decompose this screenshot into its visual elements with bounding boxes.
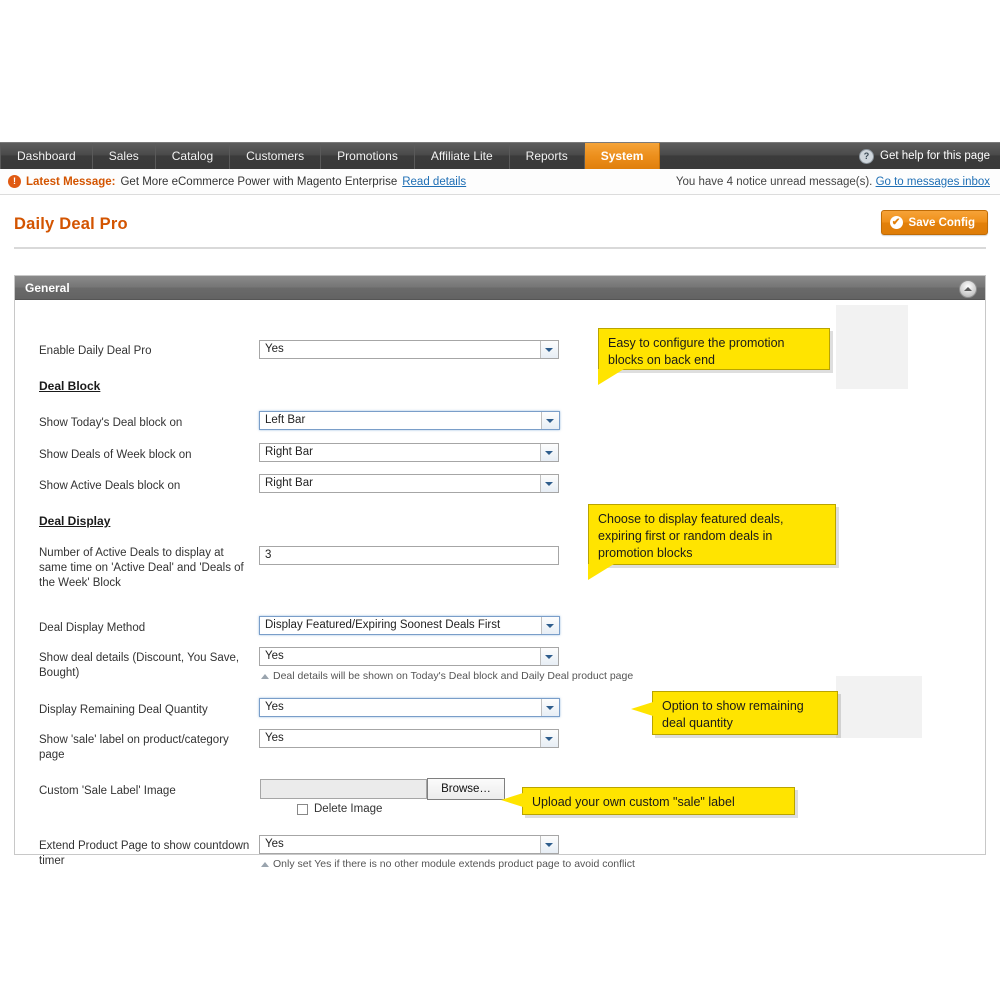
delete-image-label: Delete Image: [314, 803, 383, 815]
active-deals-block-label: Show Active Deals block on: [39, 480, 181, 492]
delete-image-checkbox-row[interactable]: [297, 803, 382, 815]
alert-icon: !: [8, 175, 21, 188]
custom-sale-image-label: Custom 'Sale Label' Image: [39, 785, 176, 797]
custom-sale-image-file-field[interactable]: [260, 779, 427, 799]
active-deals-block-select[interactable]: [259, 474, 559, 493]
enable-daily-deal-pro-select[interactable]: [259, 340, 559, 359]
chevron-down-icon: [540, 648, 558, 665]
sale-label-value: Yes: [265, 732, 284, 744]
todays-deal-block-select[interactable]: [259, 411, 560, 430]
remaining-quantity-select[interactable]: [259, 698, 560, 717]
nav-item-sales[interactable]: Sales: [93, 143, 156, 169]
callout-tail: [598, 369, 624, 385]
chevron-down-icon: [540, 730, 558, 747]
nav-item-dashboard[interactable]: Dashboard: [0, 143, 93, 169]
number-active-deals-value: 3: [265, 549, 272, 561]
chevron-down-icon: [541, 412, 559, 429]
callout-display-method-text: Choose to display featured deals, expiring first or random deals in promotion blocks: [598, 512, 784, 560]
help-link[interactable]: [859, 143, 1000, 169]
help-link-label: Get help for this page: [880, 150, 990, 162]
show-deal-details-value: Yes: [265, 650, 284, 662]
latest-message-label: Latest Message:: [26, 175, 116, 188]
todays-deal-block-label: Show Today's Deal block on: [39, 417, 183, 429]
callout-remaining-quantity-text: Option to show remaining deal quantity: [662, 699, 804, 730]
show-deal-details-label: Show deal details (Discount, You Save, Bought): [39, 652, 240, 679]
show-deal-details-select[interactable]: [259, 647, 559, 666]
panel-header[interactable]: [15, 276, 985, 300]
callout-tail: [588, 564, 614, 580]
nav-item-affiliate-lite[interactable]: Affiliate Lite: [415, 143, 510, 169]
remaining-quantity-label: Display Remaining Deal Quantity: [39, 704, 208, 716]
nav-item-catalog[interactable]: Catalog: [156, 143, 230, 169]
triangle-icon: [261, 862, 269, 867]
delete-image-checkbox[interactable]: [297, 804, 308, 815]
deals-of-week-block-value: Right Bar: [265, 446, 313, 458]
chevron-up-icon[interactable]: [959, 280, 977, 298]
deals-of-week-block-select[interactable]: [259, 443, 559, 462]
highlight-region-1: [836, 305, 908, 389]
callout-configure-blocks-text: Easy to configure the promotion blocks on back end: [608, 336, 785, 367]
callout-upload-sale-label-text: Upload your own custom "sale" label: [532, 795, 735, 809]
callout-tail: [631, 702, 653, 716]
deal-display-method-value: Display Featured/Expiring Soonest Deals First: [265, 619, 501, 631]
deal-block-heading: Deal Block: [39, 379, 101, 393]
nav-item-promotions[interactable]: Promotions: [321, 143, 415, 169]
latest-message: [0, 175, 466, 188]
read-details-link[interactable]: Read details: [402, 175, 467, 188]
callout-remaining-quantity: [652, 691, 838, 735]
browse-button[interactable]: Browse…: [427, 778, 505, 800]
callout-upload-sale-label: [522, 787, 795, 815]
callout-configure-blocks: [598, 328, 830, 370]
panel-title: General: [25, 281, 70, 295]
latest-message-text: Get More eCommerce Power with Magento Enterprise: [120, 175, 398, 188]
chevron-down-icon: [541, 617, 559, 634]
remaining-quantity-value: Yes: [265, 701, 284, 713]
page-title: Daily Deal Pro: [14, 215, 128, 233]
messages-inbox-link[interactable]: Go to messages inbox: [875, 175, 990, 188]
page-header: [0, 215, 1000, 257]
nav-item-customers[interactable]: Customers: [230, 143, 321, 169]
chevron-down-icon: [540, 475, 558, 492]
chevron-down-icon: [541, 699, 559, 716]
extend-product-page-label: Extend Product Page to show countdown timer: [39, 840, 250, 867]
number-active-deals-input[interactable]: [259, 546, 559, 565]
main-navigation: [0, 142, 1000, 169]
deal-display-method-label: Deal Display Method: [39, 622, 146, 634]
active-deals-block-value: Right Bar: [265, 477, 313, 489]
save-config-label: Save Config: [908, 216, 975, 229]
check-circle-icon: ✔: [890, 216, 903, 229]
unread-count-text: You have 4 notice unread message(s).: [675, 175, 873, 188]
sale-label-select[interactable]: [259, 729, 559, 748]
message-bar: [0, 169, 1000, 195]
nav-item-system[interactable]: System: [585, 143, 661, 169]
chevron-down-icon: [540, 836, 558, 853]
show-deal-details-note-text: Deal details will be shown on Today's Deal block and Daily Deal product page: [273, 670, 634, 682]
question-mark-icon: ?: [859, 149, 874, 164]
extend-product-page-note: [261, 858, 821, 870]
chevron-down-icon: [540, 444, 558, 461]
todays-deal-block-value: Left Bar: [265, 414, 306, 426]
highlight-region-2: [836, 676, 922, 738]
extend-product-page-note-text: Only set Yes if there is no other module extends product page to avoid conflict: [273, 858, 635, 870]
sale-label-label: Show 'sale' label on product/category page: [39, 734, 229, 761]
extend-product-page-select[interactable]: [259, 835, 559, 854]
triangle-icon: [261, 674, 269, 679]
extend-product-page-value: Yes: [265, 838, 284, 850]
deal-display-heading: Deal Display: [39, 514, 111, 528]
deals-of-week-block-label: Show Deals of Week block on: [39, 449, 192, 461]
chevron-down-icon: [540, 341, 558, 358]
title-divider: [14, 247, 986, 249]
enable-daily-deal-pro-value: Yes: [265, 343, 284, 355]
show-deal-details-note: [261, 670, 781, 682]
enable-daily-deal-pro-label: Enable Daily Deal Pro: [39, 345, 152, 357]
callout-display-method: [588, 504, 836, 565]
callout-tail: [501, 793, 523, 807]
number-active-deals-label: Number of Active Deals to display at same time on 'Active Deal' and 'Deals of the Week' Block: [39, 547, 244, 589]
nav-item-reports[interactable]: Reports: [510, 143, 585, 169]
save-config-button[interactable]: [881, 210, 988, 235]
deal-display-method-select[interactable]: [259, 616, 560, 635]
unread-messages: [676, 176, 1000, 188]
